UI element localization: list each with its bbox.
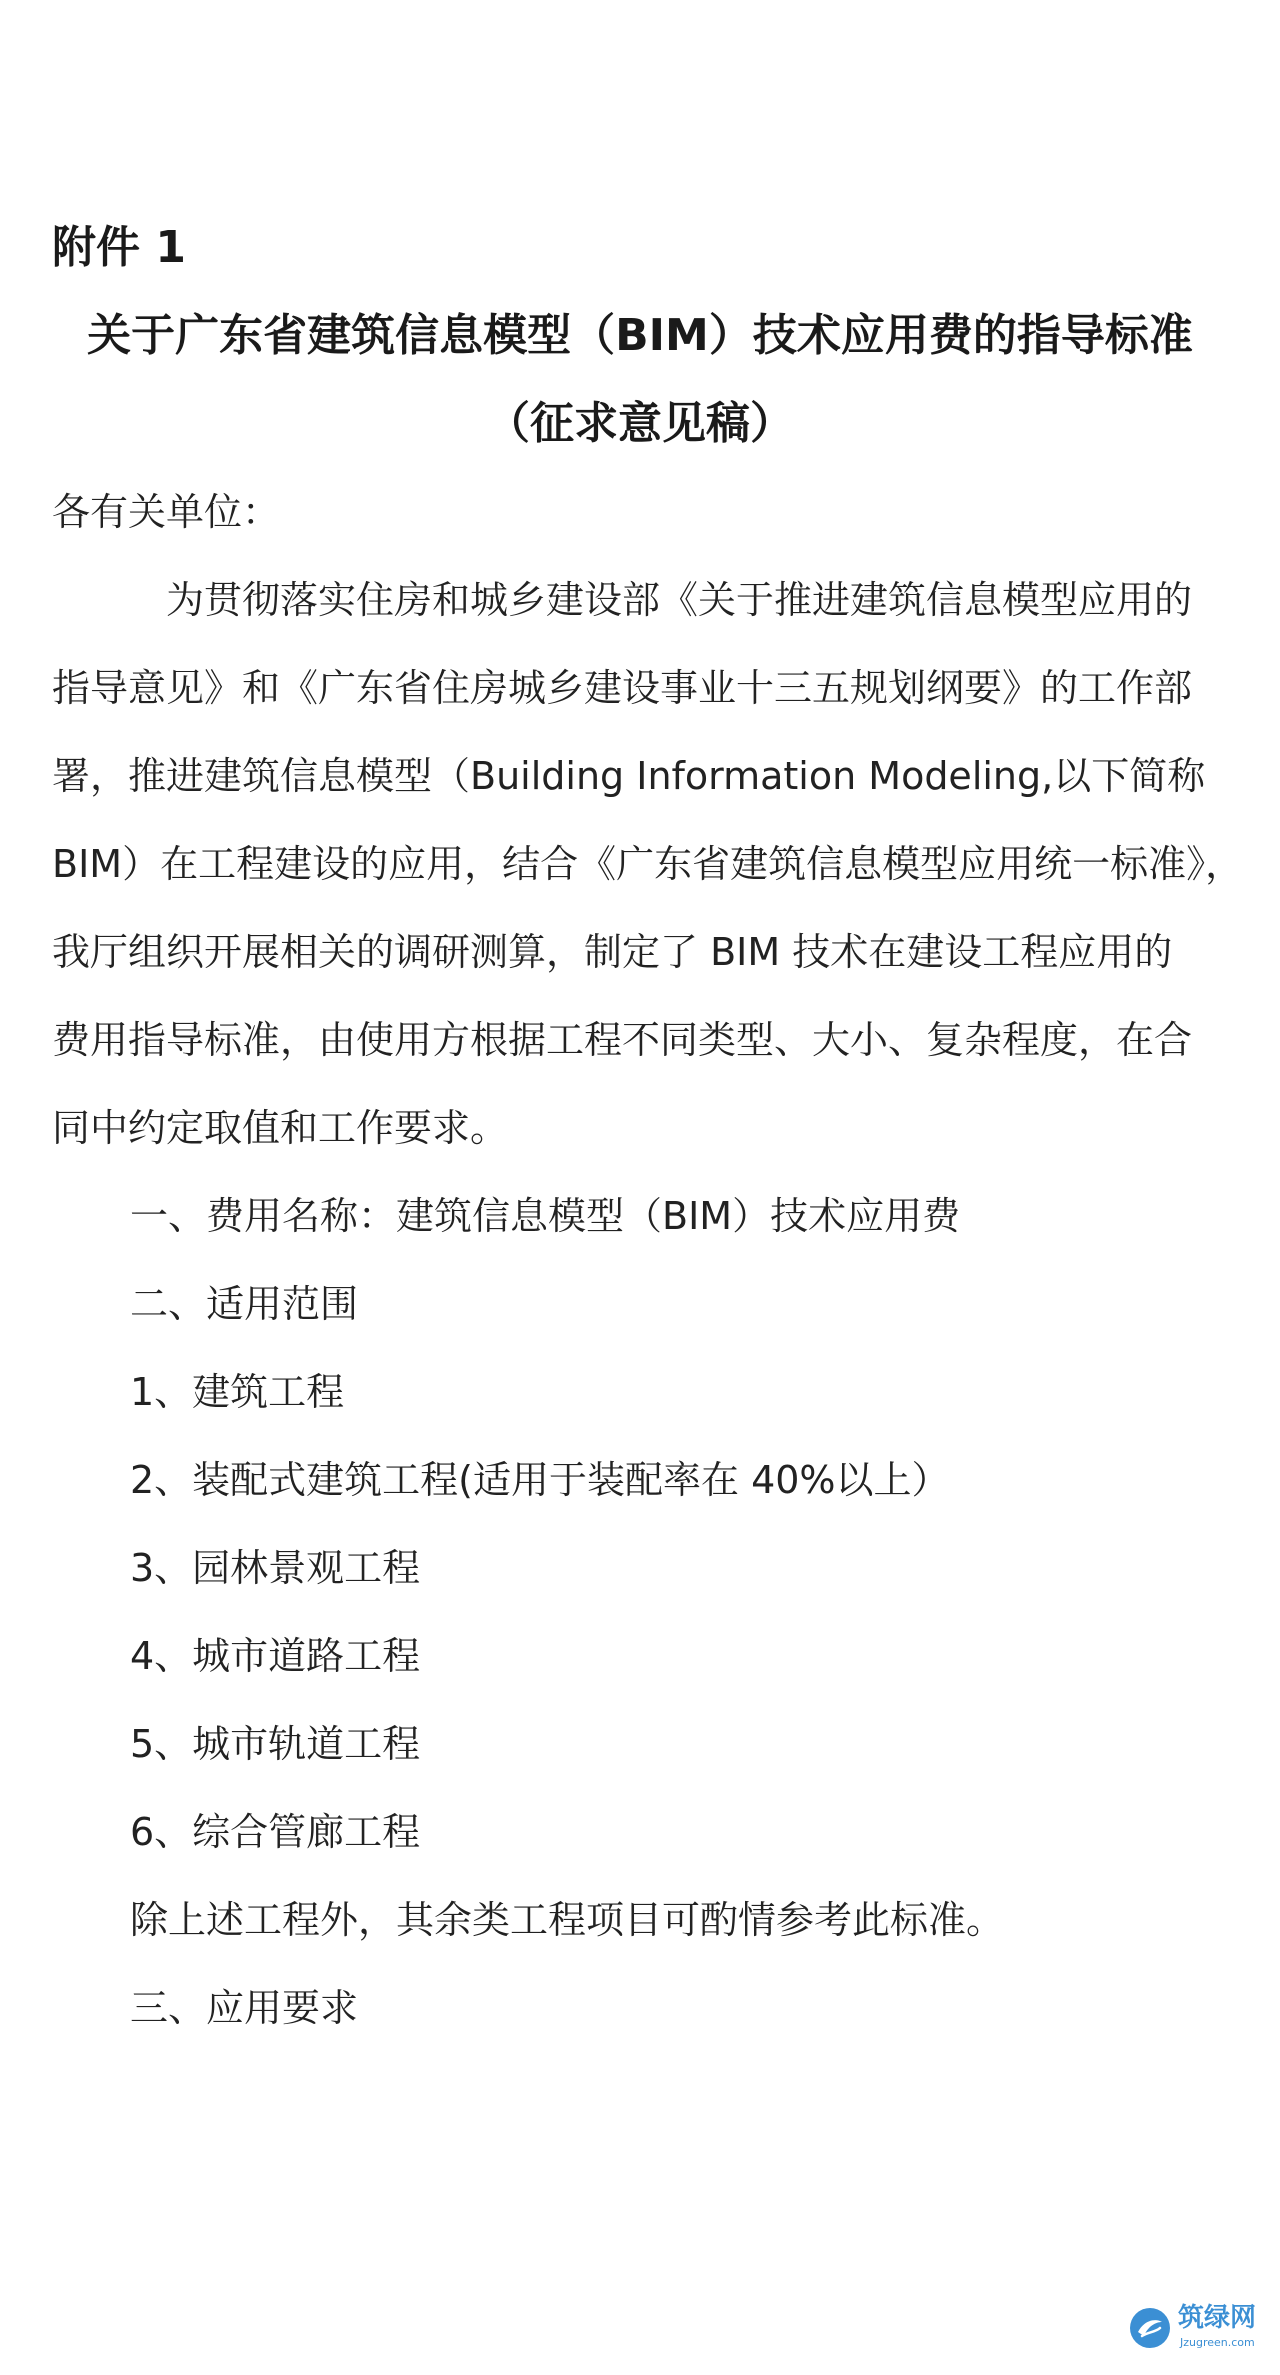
paragraph-line: 费用指导标准，由使用方根据工程不同类型、大小、复杂程度，在合 [52, 1018, 1193, 1062]
watermark-name: 筑绿网 [1178, 2303, 1257, 2333]
paragraph-line: 指导意见》和《广东省住房城乡建设事业十三五规划纲要》的工作部 [52, 666, 1193, 710]
list-item: 5、城市轨道工程 [130, 1722, 421, 1766]
paragraph-line: 署，推进建筑信息模型（Building Information Modeling,以下简称 [52, 754, 1206, 798]
scope-note: 除上述工程外，其余类工程项目可酌情参考此标准。 [130, 1898, 1005, 1942]
attachment-label: 附件 1 [52, 222, 186, 273]
list-item: 2、装配式建筑工程(适用于装配率在 40%以上） [130, 1458, 950, 1502]
paragraph-line: 为贯彻落实住房和城乡建设部《关于推进建筑信息模型应用的 [166, 578, 1193, 622]
list-item: 6、综合管廊工程 [130, 1810, 421, 1854]
logo-icon [1128, 2306, 1172, 2350]
paragraph-line: 我厅组织开展相关的调研测算，制定了 BIM 技术在建设工程应用的 [52, 930, 1173, 974]
section-heading-requirements: 三、应用要求 [130, 1986, 359, 2030]
section-heading-scope: 二、适用范围 [130, 1282, 359, 1326]
watermark-site: Jzugreen.com [1180, 2336, 1255, 2349]
document-subtitle: （征求意见稿） [486, 398, 794, 449]
salutation: 各有关单位： [52, 490, 281, 534]
document-title: 关于广东省建筑信息模型（BIM）技术应用费的指导标准 [87, 310, 1193, 361]
list-item: 4、城市道路工程 [130, 1634, 421, 1678]
section-heading-fee-name: 一、费用名称：建筑信息模型（BIM）技术应用费 [130, 1194, 961, 1238]
list-item: 1、建筑工程 [130, 1370, 345, 1414]
watermark [1128, 2298, 1268, 2358]
list-item: 3、园林景观工程 [130, 1546, 421, 1590]
paragraph-line: BIM）在工程建设的应用，结合《广东省建筑信息模型应用统一标准》， [52, 842, 1244, 886]
paragraph-line: 同中约定取值和工作要求。 [52, 1106, 509, 1150]
